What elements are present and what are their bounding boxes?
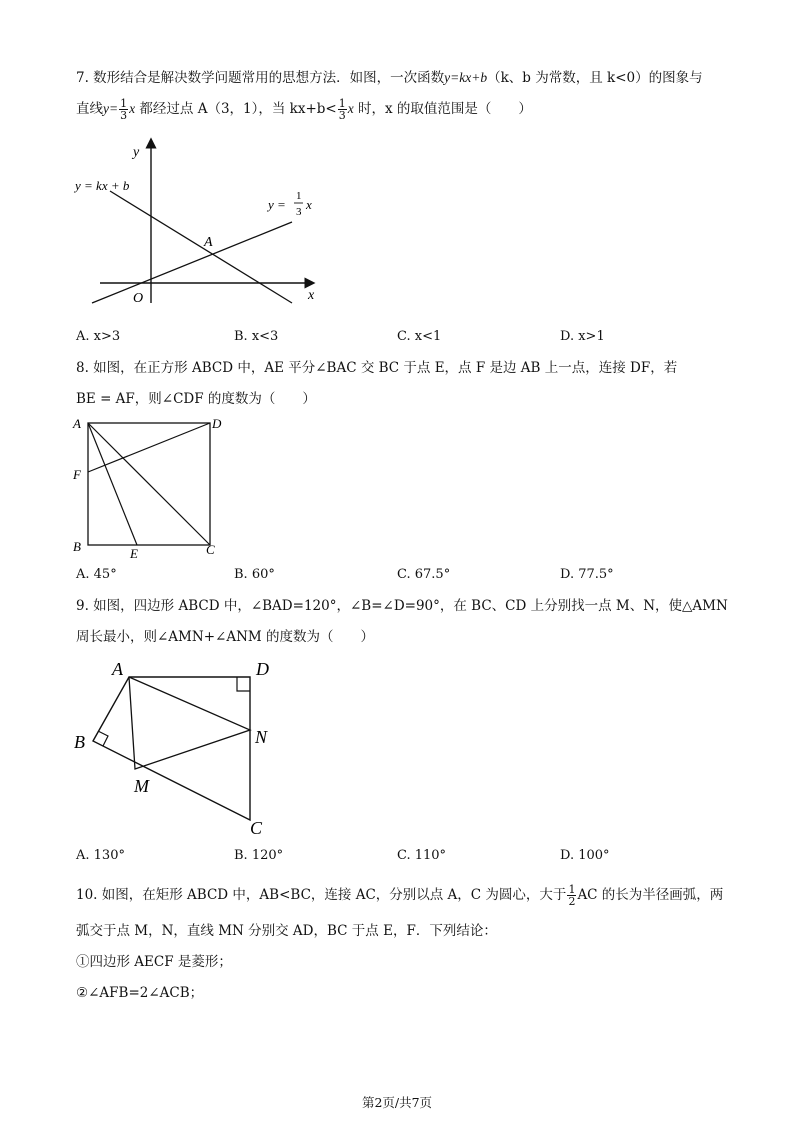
point-a-label: A bbox=[204, 235, 213, 250]
q8-option-b[interactable]: B. 60° bbox=[234, 567, 275, 582]
right-angle-d bbox=[237, 677, 250, 691]
label-a: A bbox=[73, 416, 81, 431]
q9-option-c[interactable]: C. 110° bbox=[397, 848, 447, 863]
line-one-third-label-num: 1 bbox=[296, 190, 302, 202]
q9-line-2: 周长最小，则∠AMN+∠ANM 的度数为（ ） bbox=[76, 629, 374, 645]
line-one-third-x bbox=[92, 222, 292, 303]
line-kx-b bbox=[110, 191, 292, 303]
q9-line-1: 9. 如图，四边形 ABCD 中，∠BAD=120°，∠B=∠D=90°，在 BC、CD 上分别找一点 M、N，使△AMN bbox=[76, 598, 728, 614]
line-one-third-label-den: 3 bbox=[296, 206, 302, 218]
q7-option-d[interactable]: D. x>1 bbox=[560, 329, 605, 344]
page-footer: 第2页/共7页 bbox=[361, 1095, 433, 1110]
label-b: B bbox=[74, 732, 85, 752]
segment-ae bbox=[88, 423, 137, 545]
q10-line-2: 弧交于点 M，N，直线 MN 分别交 AD，BC 于点 E，F．下列结论： bbox=[76, 923, 497, 939]
fraction-one-half: $\frac{1}{2}$ bbox=[568, 883, 576, 908]
q9-option-a[interactable]: A. 130° bbox=[76, 848, 125, 863]
label-a: A bbox=[112, 659, 123, 679]
fraction-one-third: $\frac{1}{3}$ bbox=[120, 97, 128, 122]
q7-option-a[interactable]: A. x>3 bbox=[76, 329, 121, 344]
q8-option-d[interactable]: D. 77.5° bbox=[560, 567, 614, 582]
q8-option-a[interactable]: A. 45° bbox=[76, 567, 117, 582]
x-axis-label: x bbox=[308, 288, 315, 303]
y-axis-label: y bbox=[133, 145, 140, 160]
q8-line-1: 8. 如图，在正方形 ABCD 中，AE 平分∠BAC 交 BC 于点 E，点 F 是边 AB 上一点，连接 DF，若 bbox=[76, 360, 678, 376]
line-one-third-label-x: x bbox=[306, 197, 312, 212]
q10-line-1: 10. 如图，在矩形 ABCD 中，AB<BC，连接 AC，分别以点 A，C 为圆心，大于 $\frac{1}{2}$ AC 的长为半径画弧，两 bbox=[76, 883, 724, 908]
q10-conclusion-1: ①四边形 AECF 是菱形； bbox=[76, 954, 232, 970]
line-kx-b-label: y = kx + b bbox=[75, 178, 130, 193]
q10-conclusion-2: ②∠AFB=2∠ACB； bbox=[76, 985, 204, 1001]
segment-ac bbox=[88, 423, 210, 545]
q8-option-c[interactable]: C. 67.5° bbox=[397, 567, 451, 582]
q7-option-b[interactable]: B. x<3 bbox=[234, 329, 279, 344]
q9-option-d[interactable]: D. 100° bbox=[560, 848, 610, 863]
q8-figure bbox=[70, 412, 235, 562]
origin-label: O bbox=[133, 291, 144, 306]
segment-df bbox=[88, 423, 210, 472]
q7-line-2: 直线y= $\frac{1}{3}$ x 都经过点 A（3，1），当 kx+b< $\frac{1}{3}$ x 时，x 的取值范围是（ ） bbox=[76, 97, 532, 122]
label-d: D bbox=[212, 416, 222, 431]
label-c: C bbox=[250, 818, 263, 838]
triangle-amn bbox=[129, 677, 250, 769]
label-c: C bbox=[206, 542, 215, 557]
q7-line-1: 7. 数形结合是解决数学问题常用的思想方法．如图，一次函数y=kx+b（k、b 为常数，且 k<0）的图象与 bbox=[76, 70, 703, 86]
label-f: F bbox=[73, 467, 81, 482]
label-d: D bbox=[256, 659, 269, 679]
label-n: N bbox=[255, 727, 268, 747]
q9-option-b[interactable]: B. 120° bbox=[234, 848, 284, 863]
q8-line-2: BE = AF，则∠CDF 的度数为（ ） bbox=[76, 391, 316, 407]
label-e: E bbox=[130, 546, 138, 561]
q7-graph bbox=[70, 135, 330, 315]
label-m: M bbox=[134, 776, 149, 796]
quadrilateral-abcd bbox=[93, 677, 250, 820]
q9-figure bbox=[70, 655, 290, 840]
label-b: B bbox=[73, 539, 81, 554]
fraction-one-third-2: $\frac{1}{3}$ bbox=[338, 97, 346, 122]
line-one-third-label-prefix: y = bbox=[268, 197, 286, 212]
q7-option-c[interactable]: C. x<1 bbox=[397, 329, 442, 344]
